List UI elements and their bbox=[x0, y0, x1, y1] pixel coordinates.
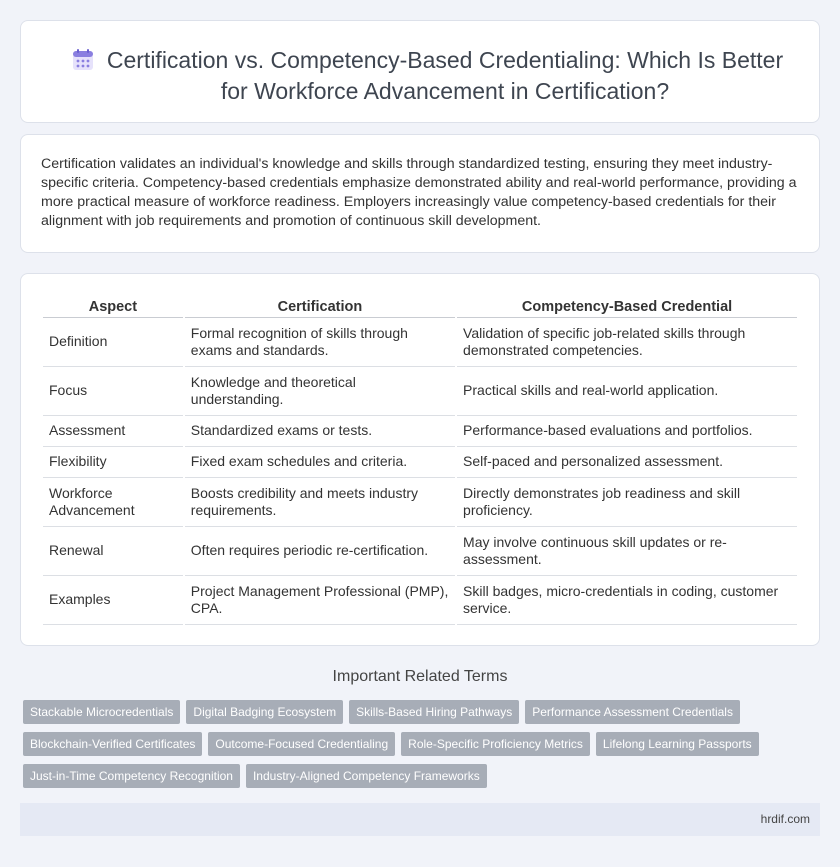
table-cell: Practical skills and real-world application. bbox=[457, 367, 797, 416]
tag-row bbox=[23, 764, 823, 788]
table-row bbox=[43, 367, 797, 416]
footer bbox=[20, 803, 820, 836]
table-cell: Directly demonstrates job readiness and skill proficiency. bbox=[457, 478, 797, 527]
table-row bbox=[43, 318, 797, 367]
table-cell: Definition bbox=[43, 318, 183, 367]
related-term-tag[interactable]: Just-in-Time Competency Recognition bbox=[23, 764, 240, 788]
related-terms-heading: Important Related Terms bbox=[332, 668, 508, 685]
table-row bbox=[43, 527, 797, 576]
table-cell: Focus bbox=[43, 367, 183, 416]
table-cell: Examples bbox=[43, 576, 183, 625]
comparison-card bbox=[20, 273, 820, 646]
table-cell: Assessment bbox=[43, 416, 183, 447]
related-term-tag[interactable]: Digital Badging Ecosystem bbox=[186, 700, 343, 724]
column-header: Certification bbox=[185, 296, 455, 318]
page-title: Certification vs. Competency-Based Credentialing: Which Is Better for Workforce Advancement in Certification? bbox=[106, 47, 784, 104]
table-cell: Project Management Professional (PMP), CPA. bbox=[185, 576, 455, 625]
table-cell: Fixed exam schedules and criteria. bbox=[185, 447, 455, 478]
related-term-tag[interactable]: Skills-Based Hiring Pathways bbox=[349, 700, 519, 724]
related-terms-list bbox=[23, 700, 823, 796]
table-row bbox=[43, 576, 797, 625]
column-header: Competency-Based Credential bbox=[457, 296, 797, 318]
intro-card bbox=[20, 134, 820, 253]
related-term-tag[interactable]: Stackable Microcredentials bbox=[23, 700, 180, 724]
related-term-tag[interactable]: Industry-Aligned Competency Frameworks bbox=[246, 764, 487, 788]
column-header: Aspect bbox=[43, 296, 183, 318]
table-cell: Boosts credibility and meets industry requirements. bbox=[185, 478, 455, 527]
table-cell: Often requires periodic re-certification. bbox=[185, 527, 455, 576]
tag-row bbox=[23, 732, 823, 756]
tag-row bbox=[23, 700, 823, 724]
table-cell: Flexibility bbox=[43, 447, 183, 478]
related-term-tag[interactable]: Lifelong Learning Passports bbox=[596, 732, 759, 756]
comparison-table bbox=[41, 296, 799, 625]
table-cell: Renewal bbox=[43, 527, 183, 576]
footer-site-link[interactable]: hrdif.com bbox=[760, 812, 810, 826]
intro-paragraph: Certification validates an individual's knowledge and skills through standardized testing, ensuring they meet industry-specific criteria. Competency-based credentials emphasize demonstrated ability and real-world performance, providing a more practical measure of workforce readiness. Employers increasingly value competency-based credentials for their alignment with job requirements and promotion of continuous skill development. bbox=[41, 156, 797, 229]
related-term-tag[interactable]: Outcome-Focused Credentialing bbox=[208, 732, 395, 756]
table-cell: Skill badges, micro-credentials in coding, customer service. bbox=[457, 576, 797, 625]
table-cell: Formal recognition of skills through exams and standards. bbox=[185, 318, 455, 367]
table-cell: Validation of specific job-related skills through demonstrated competencies. bbox=[457, 318, 797, 367]
related-term-tag[interactable]: Performance Assessment Credentials bbox=[525, 700, 740, 724]
related-term-tag[interactable]: Blockchain-Verified Certificates bbox=[23, 732, 202, 756]
table-cell: Self-paced and personalized assessment. bbox=[457, 447, 797, 478]
table-row bbox=[43, 447, 797, 478]
related-term-tag[interactable]: Role-Specific Proficiency Metrics bbox=[401, 732, 590, 756]
table-cell: May involve continuous skill updates or re-assessment. bbox=[457, 527, 797, 576]
table-header-row bbox=[43, 296, 797, 318]
table-cell: Performance-based evaluations and portfolios. bbox=[457, 416, 797, 447]
table-row bbox=[43, 416, 797, 447]
title-card bbox=[20, 20, 820, 123]
table-cell: Knowledge and theoretical understanding. bbox=[185, 367, 455, 416]
table-row bbox=[43, 478, 797, 527]
table-cell: Workforce Advancement bbox=[43, 478, 183, 527]
table-cell: Standardized exams or tests. bbox=[185, 416, 455, 447]
